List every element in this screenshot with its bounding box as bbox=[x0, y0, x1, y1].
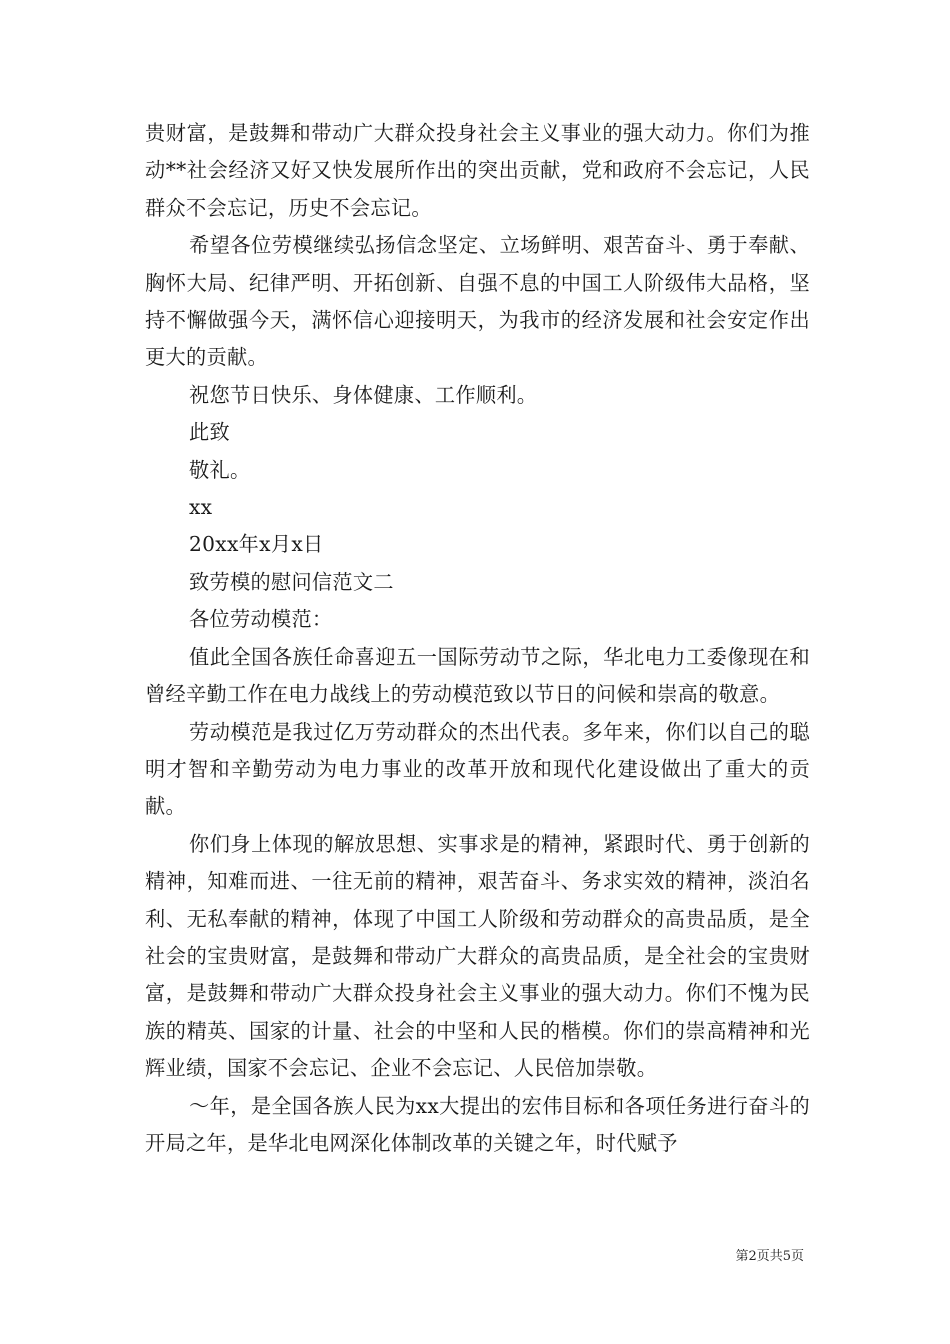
paragraph: xx bbox=[189, 495, 213, 520]
paragraph: 祝您节日快乐、身体健康、工作顺利。 bbox=[189, 382, 538, 407]
document-body bbox=[145, 115, 810, 1162]
paragraph: 致劳模的慰问信范文二 bbox=[189, 569, 394, 594]
paragraph: 20xx年x月x日 bbox=[189, 532, 324, 557]
paragraph: 此致 bbox=[189, 420, 230, 445]
paragraph: 各位劳动模范： bbox=[189, 607, 333, 632]
paragraph: 劳动模范是我过亿万劳动群众的杰出代表。多年来，你们以自己的聪明才智和辛勤劳动为电力事业的改革开放和现代化建设做出了重大的贡献。 bbox=[145, 719, 810, 819]
paragraph: ～年，是全国各族人民为xx大提出的宏伟目标和各项任务进行奋斗的开局之年，是华北电网深化体制改革的关键之年，时代赋予 bbox=[145, 1093, 810, 1155]
paragraph: 你们身上体现的解放思想、实事求是的精神，紧跟时代、勇于创新的精神，知难而进、一往无前的精神，艰苦奋斗、务求实效的精神，淡泊名利、无私奉献的精神，体现了中国工人阶级和劳动群众的高贵品质，是全社会的宝贵财富，是鼓舞和带动广大群众的高贵品质，是全社会的宝贵财富，是鼓舞和带动广大群众投身社会主义事业的强大动力。你们不愧为民族的精英、国家的计量、社会的中坚和人民的楷模。你们的崇高精神和光辉业绩，国家不会忘记、企业不会忘记、人民倍加崇敬。 bbox=[145, 831, 810, 1081]
page-number: 第2页共5页 bbox=[735, 1249, 804, 1264]
paragraph: 敬礼。 bbox=[189, 457, 251, 482]
paragraph: 贵财富，是鼓舞和带动广大群众投身社会主义事业的强大动力。你们为推动**社会经济又好又快发展所作出的突出贡献，党和政府不会忘记，人民群众不会忘记，历史不会忘记。 bbox=[145, 121, 810, 220]
paragraph: 值此全国各族任命喜迎五一国际劳动节之际，华北电力工委像现在和曾经辛勤工作在电力战线上的劳动模范致以节日的问候和崇高的敬意。 bbox=[145, 644, 810, 707]
paragraph: 希望各位劳模继续弘扬信念坚定、立场鲜明、艰苦奋斗、勇于奉献、胸怀大局、纪律严明、开拓创新、自强不息的中国工人阶级伟大品格，坚持不懈做强今天，满怀信心迎接明天，为我市的经济发展和社会安定作出更大的贡献。 bbox=[145, 233, 810, 370]
